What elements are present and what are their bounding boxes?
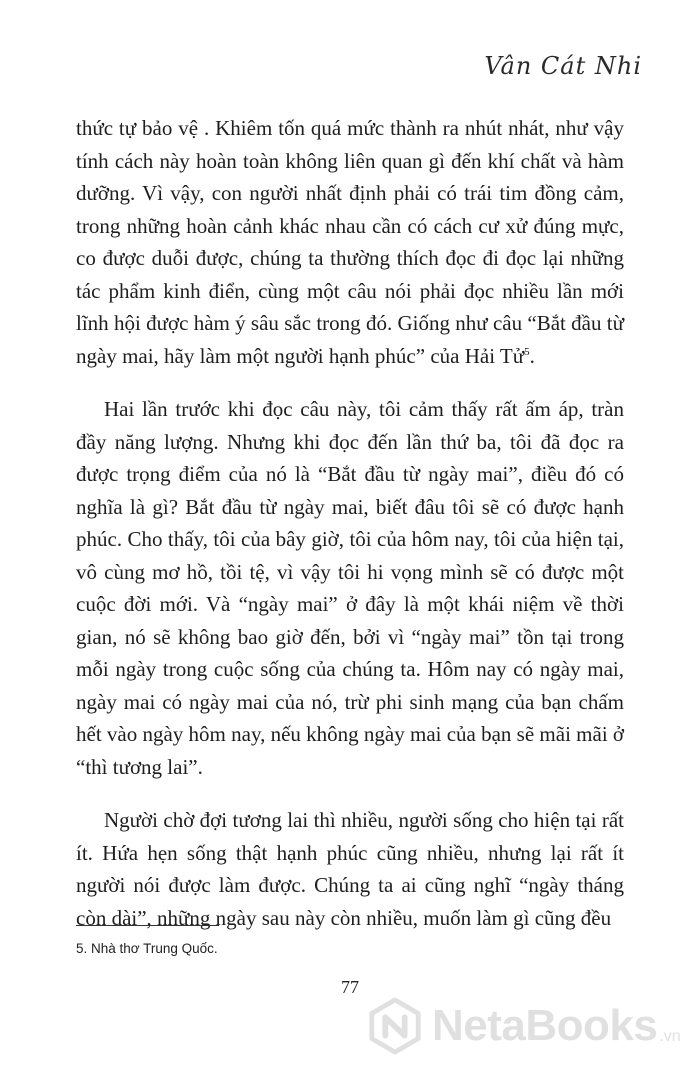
footnote: 5. Nhà thơ Trung Quốc. [76,941,218,956]
watermark [366,990,681,1062]
watermark-brand: NetaBooks [432,1001,658,1050]
watermark-suffix: .vn [659,1028,681,1045]
running-header: Vân Cát Nhi [484,52,642,80]
body-text [76,112,624,955]
footnote-divider [76,925,219,926]
paragraph-2: Hai lần trước khi đọc câu này, tôi cảm thấy rất ấm áp, tràn đầy năng lượng. Nhưng khi đọc đến lần thứ ba, tôi đã đọc ra được trọng điểm của nó là “Bắt đầu từ ngày mai”, điều đó có nghĩa là gì? Bắt đầu từ ngày mai, biết đâu tôi sẽ có được hạnh phúc. Cho thấy, tôi của bây giờ, tôi của hôm nay, tôi của hiện tại, vô cùng mơ hồ, tồi tệ, vì vậy tôi hi vọng mình sẽ có được một cuộc đời mới. Và “ngày mai” ở đây là một khái niệm về thời gian, nó sẽ không bao giờ đến, bởi vì “ngày mai” tồn tại trong mỗi ngày trong cuộc sống của chúng ta. Hôm nay có ngày mai, ngày mai có ngày mai của nó, trừ phi sinh mạng của bạn chấm hết vào ngày hôm nay, nếu không ngày mai của bạn sẽ mãi mãi ở “thì tương lai”. [76,397,625,779]
paragraph-1-text: thức tự bảo vệ . Khiêm tốn quá mức thành ra nhút nhát, như vậy tính cách này hoàn toàn không liên quan gì đến khí chất và hàm dưỡng. Vì vậy, con người nhất định phải có trái tim đồng cảm, trong những hoàn cảnh khác nhau cần có cách cư xử đúng mực, co được duỗi được, chúng ta thường thích đọc đi đọc lại những tác phẩm kinh điển, cùng một câu nói phải đọc nhiều lần mới lĩnh hội được hàm ý sâu sắc trong đó. Giống như câu “Bắt đầu từ ngày mai, hãy làm một người hạnh phúc” của Hải Tử [76,116,624,368]
netabooks-logo-icon [366,997,424,1055]
page-number: 77 [341,977,359,997]
paragraph-3: Người chờ đợi tương lai thì nhiều, người sống cho hiện tại rất ít. Hứa hẹn sống thật hạnh phúc cũng nhiều, nhưng lại rất ít người nói được làm được. Chúng ta ai cũng nghĩ “ngày tháng còn dài”, những ngày sau này còn nhiều, muốn làm gì cũng đều [76,808,624,930]
paragraph-1-end: . [529,343,535,368]
paragraph-1 [76,112,624,372]
footnote-reference[interactable]: 5 [524,345,530,358]
